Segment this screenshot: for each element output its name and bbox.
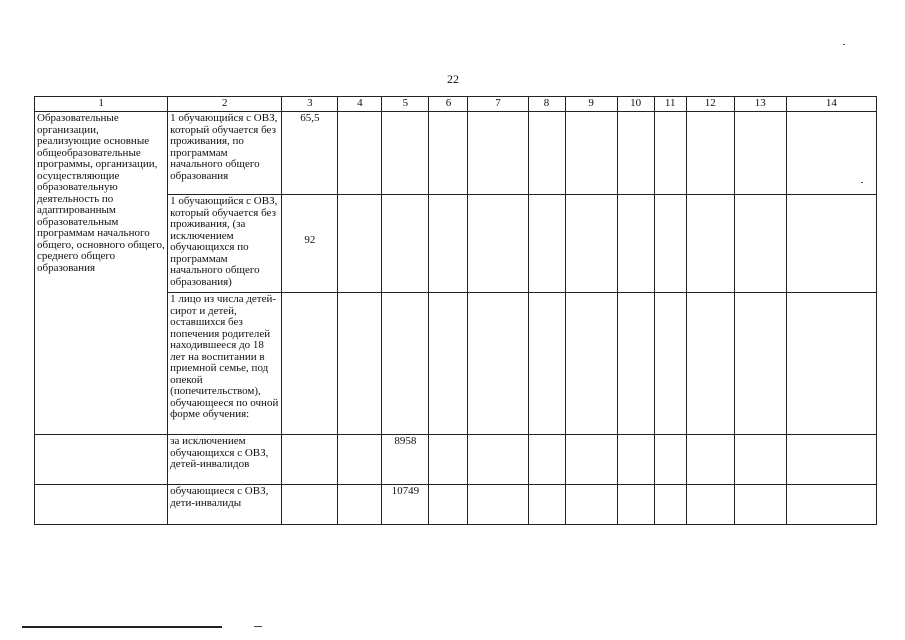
header-cell: 12 bbox=[686, 97, 734, 112]
header-cell: 9 bbox=[565, 97, 617, 112]
footer-rule bbox=[22, 626, 222, 628]
row-description: 1 лицо из числа детей-сирот и детей, оставшихся без попечения родителей находившееся до 18 лет на воспитании в приемной семье, под опекой (попечительством), обучающееся по очной форме обучения: bbox=[168, 293, 282, 435]
value-cell: 92 bbox=[282, 195, 338, 293]
value-cell bbox=[382, 112, 429, 195]
value-cell: 10749 bbox=[382, 485, 429, 525]
header-cell: 10 bbox=[617, 97, 654, 112]
page-number: 22 bbox=[447, 72, 459, 86]
header-cell: 11 bbox=[654, 97, 686, 112]
data-table bbox=[34, 96, 877, 525]
header-row bbox=[35, 97, 877, 112]
header-cell: 3 bbox=[282, 97, 338, 112]
table-row bbox=[35, 485, 877, 525]
table-row bbox=[35, 112, 877, 195]
row-description: за исключением обучающихся с ОВЗ, детей-инвалидов bbox=[168, 435, 282, 485]
row-description: 1 обучающийся с ОВЗ, который обучается без проживания, по программам начального общего образования bbox=[168, 112, 282, 195]
header-cell: 4 bbox=[338, 97, 382, 112]
header-cell: 5 bbox=[382, 97, 429, 112]
org-label: Образовательные организации, реализующие основные общеобразовательные программы, организации, осуществляющие образовательную деятельность по адаптированным образовательным программам начального общего, основного общего, среднего общего образования bbox=[35, 112, 168, 435]
header-cell: 13 bbox=[734, 97, 786, 112]
header-cell: 8 bbox=[528, 97, 565, 112]
value-cell bbox=[282, 293, 338, 435]
row-description: обучающиеся с ОВЗ, дети-инвалиды bbox=[168, 485, 282, 525]
row-description: 1 обучающийся с ОВЗ, который обучается без проживания, (за исключением обучающихся по программам начального общего образования) bbox=[168, 195, 282, 293]
footer-dash bbox=[254, 626, 262, 627]
header-cell: 1 bbox=[35, 97, 168, 112]
value-cell bbox=[282, 485, 338, 525]
header-cell: 2 bbox=[168, 97, 282, 112]
table-row bbox=[35, 435, 877, 485]
value-cell bbox=[382, 195, 429, 293]
header-cell: 14 bbox=[786, 97, 876, 112]
header-cell: 7 bbox=[468, 97, 528, 112]
scan-speck bbox=[861, 182, 863, 183]
value-cell: 8958 bbox=[382, 435, 429, 485]
value-cell bbox=[282, 435, 338, 485]
value-cell bbox=[382, 293, 429, 435]
scan-speck bbox=[843, 44, 845, 45]
header-cell: 6 bbox=[429, 97, 468, 112]
value-cell: 65,5 bbox=[282, 112, 338, 195]
